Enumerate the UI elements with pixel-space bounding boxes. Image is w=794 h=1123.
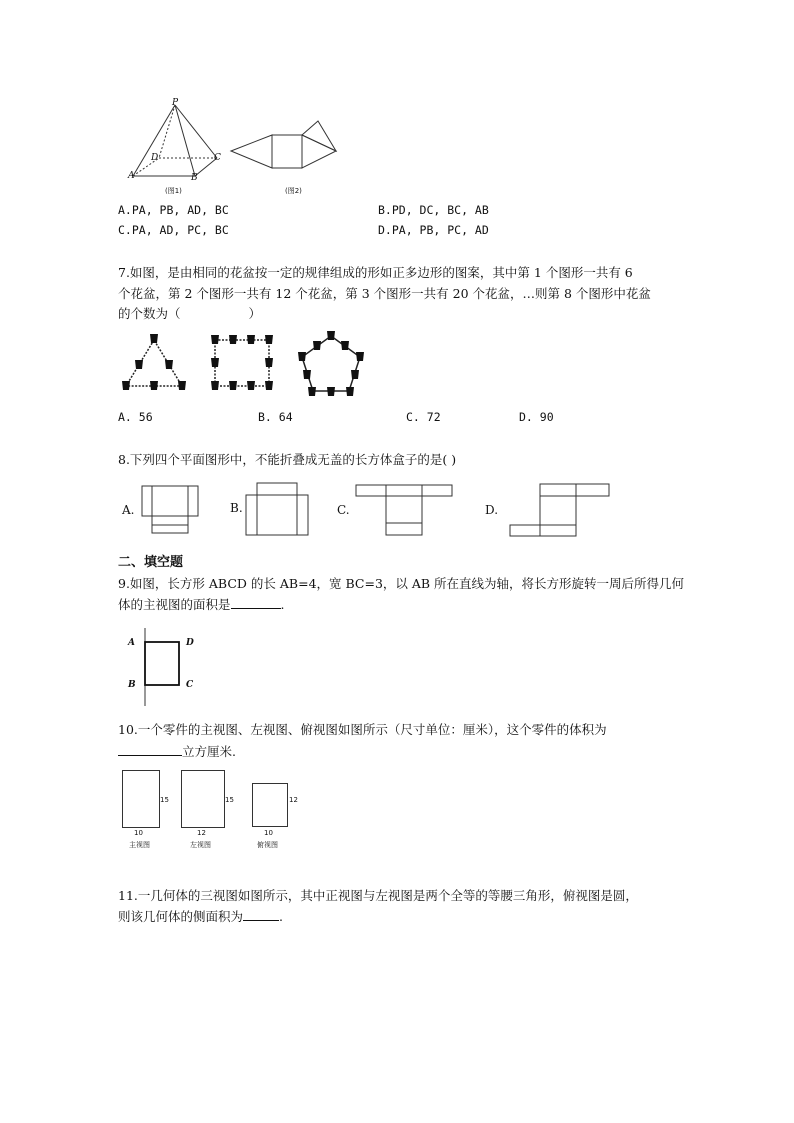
q7-option-c: C. 72 [406,410,441,424]
q8-label-c: C. [337,503,350,517]
top-view-width: 10 [264,829,273,837]
flowerpot-square-figure [209,332,275,394]
q6-option-c: C.PA, AD, PC, BC [118,223,229,237]
flowerpot-triangle-figure [120,332,188,394]
q6-option-b: B.PD, DC, BC, AB [378,203,489,217]
q7-line3 [118,304,261,324]
q10-line1: 10.一个零件的主视图、左视图、俯视图如图所示（尺寸单位：厘米），这个零件的体积为 [118,722,607,737]
q6-option-d: D.PA, PB, PC, AD [378,223,489,237]
q8-text: 8.下列四个平面图形中，不能折叠成无盖的长方体盒子的是( ) [118,452,457,467]
pyramid-figure [125,100,225,195]
q9-label-b: B [128,680,136,690]
pyramid-net-figure [228,118,343,180]
q9-line2-end: . [280,597,285,612]
fig1-caption: (图1) [165,187,182,195]
q8-net-c [355,484,455,538]
q8-label-b: B. [230,501,243,515]
left-view-width: 12 [197,829,206,837]
q9-label-a: A [128,638,135,648]
flowerpot-pentagon-figure [296,330,366,400]
q7-option-b: B. 64 [258,410,293,424]
top-view-rect [252,783,288,827]
q11-line2-end: . [279,909,283,924]
front-view-height: 15 [160,796,169,804]
label-C: C [214,153,221,163]
top-view-height: 12 [289,796,298,804]
q11-answer-blank[interactable] [243,907,279,921]
q7-line3-suffix: ） [248,306,262,321]
q8-label-a: A. [122,503,135,517]
q7-line2: 个花盆，第 2 个图形一共有 12 个花盆，第 3 个图形一共有 20 个花盆，…则第 8 个图形中花盆 [118,286,651,301]
section-heading: 二、填空题 [118,555,184,570]
label-B: B [191,173,198,183]
front-view-caption: 主视图 [129,841,150,849]
label-A: A [128,171,135,181]
q11-line2 [118,907,283,927]
left-view-height: 15 [225,796,234,804]
q9-rectangle-figure [138,628,188,708]
q7-option-d: D. 90 [519,410,554,424]
left-view-rect [181,770,225,828]
front-view-rect [122,770,160,828]
q7-option-a: A. 56 [118,410,153,424]
q11-line2-text: 则该几何体的侧面积为 [118,909,244,924]
top-view-caption: 俯视图 [257,841,278,849]
left-view-caption: 左视图 [190,841,211,849]
label-D: D [151,153,159,163]
q8-label-d: D. [485,503,499,517]
q7-line3-prefix: 的个数为（ [118,306,181,321]
q9-label-d: D [186,638,194,648]
q8-net-b [245,482,311,538]
q6-option-a: A.PA, PB, AD, BC [118,203,229,217]
q9-label-c: C [186,680,194,690]
fig2-caption: (图2) [285,187,302,195]
front-view-width: 10 [134,829,143,837]
q8-net-a [140,485,202,535]
q10-line2 [118,742,236,762]
q10-answer-blank[interactable] [118,742,182,756]
q10-line2-suffix: 立方厘米. [182,744,236,759]
q11-line1: 11.一几何体的三视图如图所示，其中正视图与左视图是两个全等的等腰三角形，俯视图是圆， [118,888,638,903]
q9-answer-blank[interactable] [231,595,281,609]
q9-line1: 9.如图，长方形 ABCD 的长 AB=4，宽 BC=3，以 AB 所在直线为轴，将长方形旋转一周后所得几何 [118,576,685,591]
q9-line2-text: 体的主视图的面积是 [118,597,231,612]
q7-line1: 7.如图，是由相同的花盆按一定的规律组成的形如正多边形的图案，其中第 1 个图形一共有 6 [118,265,633,280]
label-P: P [172,98,179,108]
q8-net-d [508,482,613,538]
q9-line2 [118,595,285,615]
